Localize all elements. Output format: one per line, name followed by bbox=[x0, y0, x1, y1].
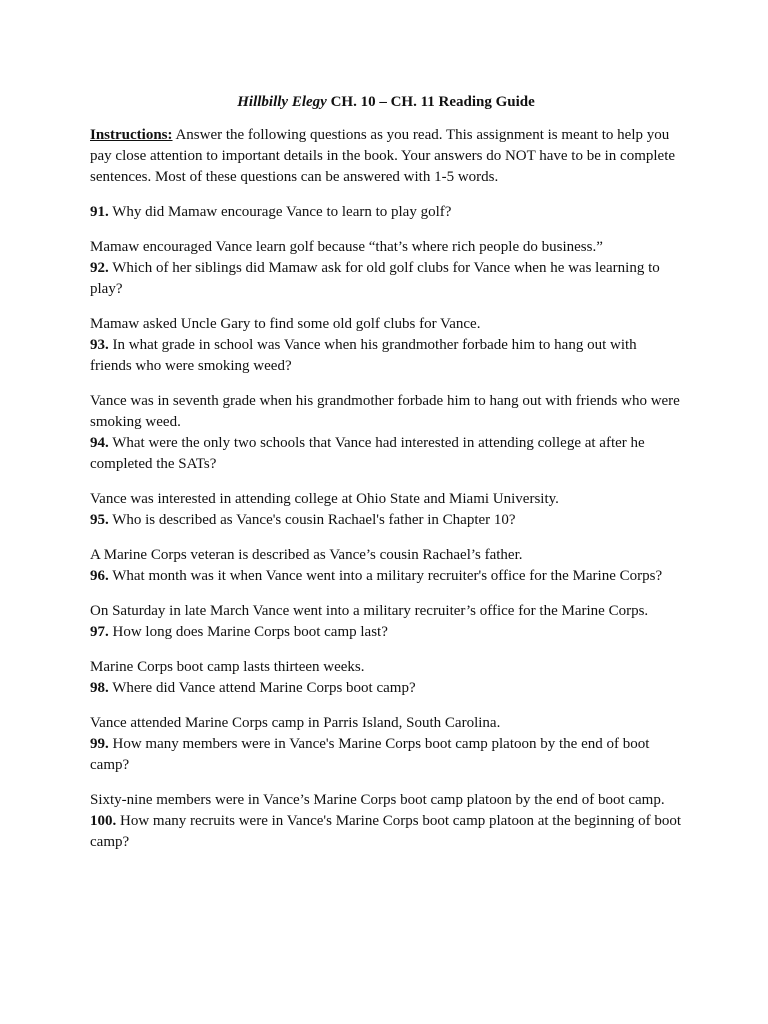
book-title: Hillbilly Elegy bbox=[237, 94, 327, 110]
question-97 bbox=[90, 622, 682, 643]
question-99 bbox=[90, 734, 682, 776]
question-94 bbox=[90, 433, 682, 475]
qa-item-96 bbox=[90, 566, 682, 622]
qa-item-94 bbox=[90, 433, 682, 510]
question-text: How many recruits were in Vance's Marine Corps boot camp platoon at the beginning of boot camp? bbox=[90, 813, 682, 850]
question-text: Where did Vance attend Marine Corps boot camp? bbox=[108, 680, 416, 696]
question-95 bbox=[90, 510, 682, 531]
instructions-label: Instructions: bbox=[90, 127, 173, 143]
qa-item-95 bbox=[90, 510, 682, 566]
answer-97: Marine Corps boot camp lasts thirteen weeks. bbox=[90, 659, 365, 675]
qa-item-92 bbox=[90, 258, 682, 335]
instructions-text: Answer the following questions as you read. This assignment is meant to help you pay close attention to important details in the book. Your answers do NOT have to be in complete sentences. Most of these questions can be answered with 1-5 words. bbox=[90, 127, 676, 185]
qa-item-100 bbox=[90, 811, 682, 853]
question-number: 100. bbox=[90, 813, 117, 829]
question-number: 92. bbox=[90, 260, 109, 276]
title-rest: CH. 10 – CH. 11 Reading Guide bbox=[326, 94, 535, 110]
answer-96: On Saturday in late March Vance went into a military recruiter’s office for the Marine Corps. bbox=[90, 603, 649, 619]
question-92 bbox=[90, 258, 682, 300]
answer-91: Mamaw encouraged Vance learn golf because “that’s where rich people do business.” bbox=[90, 239, 603, 255]
question-number: 96. bbox=[90, 568, 109, 584]
answer-95: A Marine Corps veteran is described as Vance’s cousin Rachael’s father. bbox=[90, 547, 523, 563]
qa-item-91 bbox=[90, 202, 682, 258]
question-number: 98. bbox=[90, 680, 109, 696]
qa-item-98 bbox=[90, 678, 682, 734]
answer-98: Vance attended Marine Corps camp in Parris Island, South Carolina. bbox=[90, 715, 501, 731]
question-number: 97. bbox=[90, 624, 109, 640]
answer-92: Mamaw asked Uncle Gary to find some old golf clubs for Vance. bbox=[90, 316, 481, 332]
question-number: 91. bbox=[90, 204, 109, 220]
question-text: Who is described as Vance's cousin Rachael's father in Chapter 10? bbox=[108, 512, 516, 528]
question-text: What were the only two schools that Vance had interested in attending college at after he completed the SATs? bbox=[90, 435, 645, 472]
question-number: 95. bbox=[90, 512, 109, 528]
instructions-paragraph bbox=[90, 125, 682, 188]
question-text: Why did Mamaw encourage Vance to learn to play golf? bbox=[108, 204, 452, 220]
qa-item-97 bbox=[90, 622, 682, 678]
answer-93: Vance was in seventh grade when his grandmother forbade him to hang out with friends who were smoking weed. bbox=[90, 393, 680, 430]
question-text: What month was it when Vance went into a military recruiter's office for the Marine Corps? bbox=[108, 568, 663, 584]
document-page bbox=[90, 92, 682, 853]
question-text: How many members were in Vance's Marine Corps boot camp platoon by the end of boot camp? bbox=[90, 736, 650, 773]
question-number: 94. bbox=[90, 435, 109, 451]
question-text: Which of her siblings did Mamaw ask for old golf clubs for Vance when he was learning to play? bbox=[90, 260, 660, 297]
question-number: 93. bbox=[90, 337, 109, 353]
document-title bbox=[90, 92, 682, 113]
question-98 bbox=[90, 678, 682, 699]
question-93 bbox=[90, 335, 682, 377]
answer-94: Vance was interested in attending college at Ohio State and Miami University. bbox=[90, 491, 559, 507]
answer-99: Sixty-nine members were in Vance’s Marine Corps boot camp platoon by the end of boot camp. bbox=[90, 792, 665, 808]
qa-item-93 bbox=[90, 335, 682, 433]
question-96 bbox=[90, 566, 682, 587]
question-text: How long does Marine Corps boot camp last? bbox=[108, 624, 388, 640]
question-text: In what grade in school was Vance when his grandmother forbade him to hang out with friends who were smoking weed? bbox=[90, 337, 637, 374]
qa-item-99 bbox=[90, 734, 682, 811]
question-91 bbox=[90, 202, 682, 223]
question-100 bbox=[90, 811, 682, 853]
question-number: 99. bbox=[90, 736, 109, 752]
